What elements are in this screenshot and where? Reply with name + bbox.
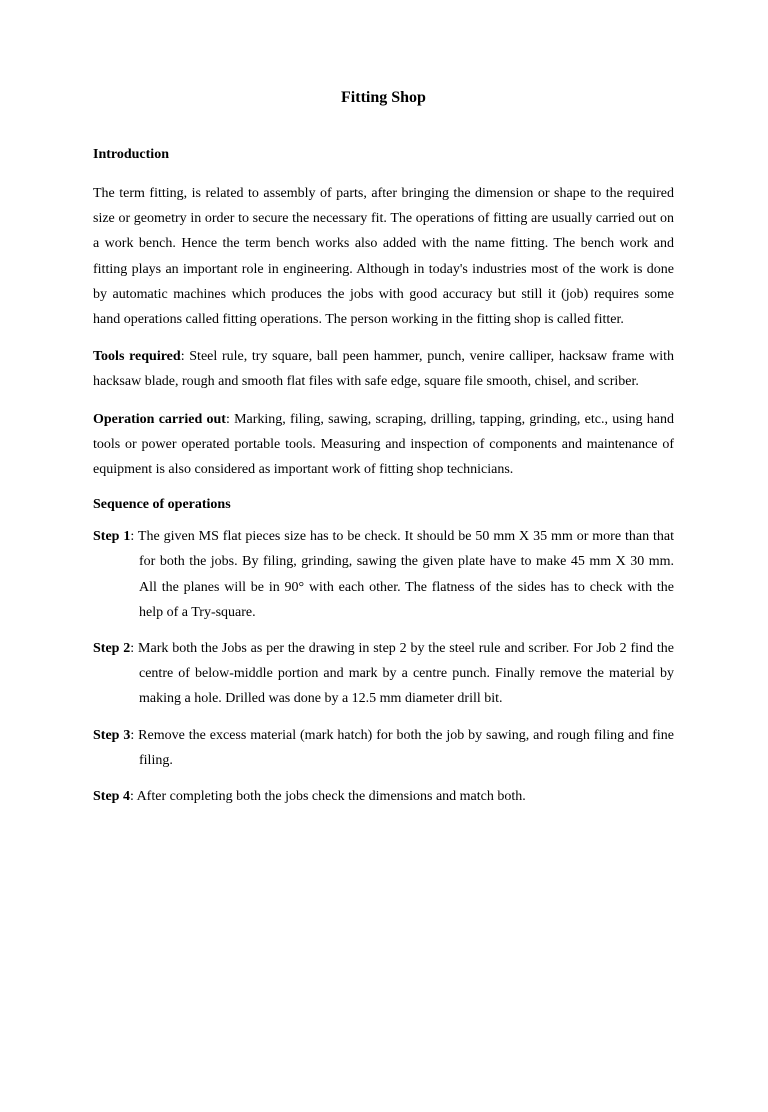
operation-carried-out-paragraph xyxy=(93,407,674,483)
step-1 xyxy=(93,524,674,625)
step-2-text: : Mark both the Jobs as per the drawing in step 2 by the steel rule and scriber. For Job 2 find the centre of below-middle portion and mark by a centre punch. Finally remove the material by making a hole. Drilled was done by a 12.5 mm diameter drill bit. xyxy=(130,641,674,707)
step-4 xyxy=(93,784,674,809)
introduction-paragraph: The term fitting, is related to assembly of parts, after bringing the dimension or shape to the required size or geometry in order to secure the necessary fit. The operations of fitting are usually carried out on a work bench. Hence the term bench works also added with the name fitting. The bench work and fitting plays an important role in engineering. Although in today's industries most of the work is done by automatic machines which produces the jobs with good accuracy but still it (job) requires some hand operations called fitting operations. The person working in the fitting shop is called fitter. xyxy=(93,186,674,328)
tools-required-text: : Steel rule, try square, ball peen hammer, punch, venire calliper, hacksaw frame with hacksaw blade, rough and smooth flat files with safe edge, square file smooth, chisel, and scriber. xyxy=(93,349,674,390)
step-3 xyxy=(93,723,674,773)
tools-required-paragraph xyxy=(93,344,674,394)
step-1-text: : The given MS flat pieces size has to be check. It should be 50 mm X 35 mm or more than that for both the jobs. By filing, grinding, sawing the given plate have to make 45 mm X 30 mm. All the planes will be in 90° with each other. The flatness of the sides has to check with the help of a Try-square. xyxy=(130,529,674,620)
operation-carried-out-label: Operation carried out xyxy=(93,411,226,427)
document-page xyxy=(0,88,768,1112)
tools-required-label: Tools required xyxy=(93,349,181,365)
introduction-heading: Introduction xyxy=(93,147,169,162)
step-3-label: Step 3 xyxy=(93,727,131,743)
step-3-text: : Remove the excess material (mark hatch) for both the job by sawing, and rough filing and fine filing. xyxy=(130,727,674,768)
page-title: Fitting Shop xyxy=(341,89,426,106)
step-1-label: Step 1 xyxy=(93,529,131,545)
operation-carried-out-text: : Marking, filing, sawing, scraping, drilling, tapping, grinding, etc., using hand tools or power operated portable tools. Measuring and inspection of components and maintenance of equipment is also considered as important work of fitting shop technicians. xyxy=(93,411,674,478)
sequence-heading: Sequence of operations xyxy=(93,497,231,513)
step-4-text: : After completing both the jobs check the dimensions and match both. xyxy=(129,789,526,805)
step-4-label: Step 4 xyxy=(93,789,130,805)
step-2 xyxy=(93,636,674,712)
step-2-label: Step 2 xyxy=(93,641,131,657)
